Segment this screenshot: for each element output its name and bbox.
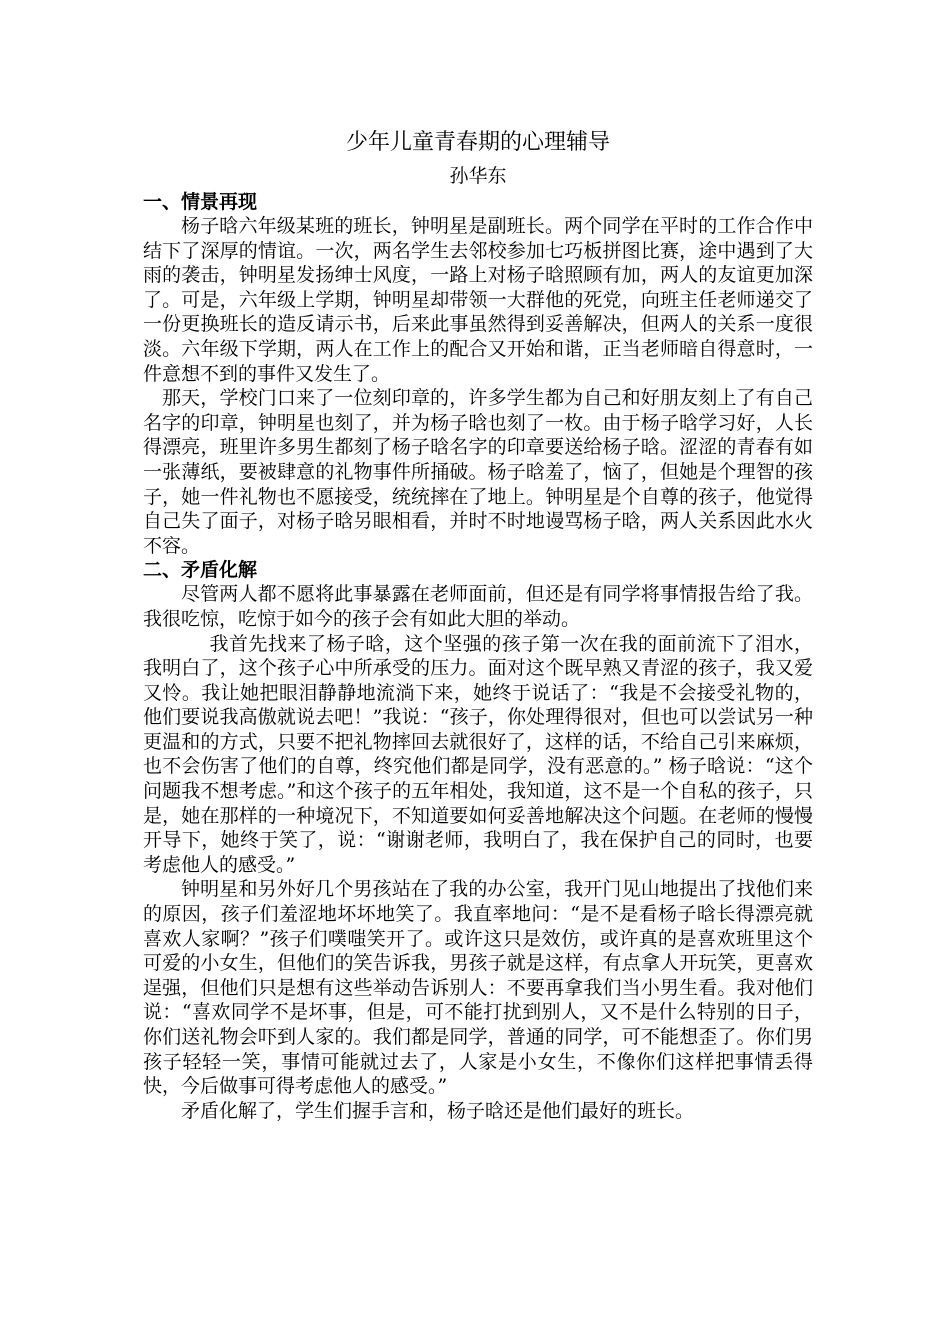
paragraph: 我首先找来了杨子晗，这个坚强的孩子第一次在我的面前流下了泪水，我明白了，这个孩子心中所承受的压力。面对这个既早熟又青涩的孩子，我又爱又怜。我让她把眼泪静静地流淌下来，她终于说话了：“我是不会接受礼物的，他们要说我高傲就说去吧！”我说：“孩子，你处理得很对，但也可以尝试另一种更温和的方式，只要不把礼物摔回去就很好了，这样的话，不给自己引来麻烦，也不会伤害了他们的自尊，终究他们都是同学，没有恶意的。” 杨子晗说：“这个问题我不想考虑。”和这个孩子的五年相处，我知道，这不是一个自私的孩子，只是，她在那样的一种境况下，不知道要如何妥善地解决这个问题。在老师的慢慢开导下，她终于笑了，说：“谢谢老师，我明白了，我在保护自己的同时，也要考虑他人的感受。” [143, 632, 813, 876]
section-resolution [143, 558, 813, 1123]
paragraph: 尽管两人都不愿将此事暴露在老师面前，但还是有同学将事情报告给了我。我很吃惊，吃惊于如今的孩子会有如此大胆的举动。 [143, 583, 813, 630]
section-heading: 一、情景再现 [143, 191, 258, 213]
paragraph: 那天，学校门口来了一位刻印章的，许多学生都为自己和好朋友刻上了有自己名字的印章，钟明星也刻了，并为杨子晗也刻了一枚。由于杨子晗学习好，人长得漂亮，班里许多男生都刻了杨子晗名字的印章要送给杨子晗。涩涩的青春有如一张薄纸，要被肆意的礼物事件所捅破。杨子晗羞了，恼了，但她是个理智的孩子，她一件礼物也不愿接受，统统摔在了地上。钟明星是个自尊的孩子，他觉得自己失了面子，对杨子晗另眼相看，并时不时地谩骂杨子晗，两人关系因此水火不容。 [143, 387, 813, 557]
paragraph: 杨子晗六年级某班的班长，钟明星是副班长。两个同学在平时的工作合作中结下了深厚的情谊。一次，两名学生去邻校参加七巧板拼图比赛，途中遇到了大雨的袭击，钟明星发扬绅士风度，一路上对杨子晗照顾有加，两人的友谊更加深了。可是，六年级上学期，钟明星却带领一大群他的死党，向班主任老师递交了一份更换班长的造反请示书，后来此事虽然得到妥善解决，但两人的关系一度很淡。六年级下学期，两人在工作上的配合又开始和谐，正当老师暗自得意时，一件意想不到的事件又发生了。 [143, 215, 813, 385]
section-heading: 二、矛盾化解 [143, 559, 258, 582]
paragraph: 钟明星和另外好几个男孩站在了我的办公室，我开门见山地提出了找他们来的原因，孩子们羞涩地坏坏地笑了。我直率地问：“是不是看杨子晗长得漂亮就喜欢人家啊？”孩子们噗嗤笑开了。或许这只是效仿，或许真的是喜欢班里这个可爱的小女生，但他们的笑告诉我，男孩子就是这样，有点拿人开玩笑，更喜欢逞强，但他们只是想有这些举动告诉别人：不要再拿我们当小男生看。我对他们说：“喜欢同学不是坏事，但是，可不能打扰到别人，又不是什么特别的日子，你们送礼物会吓到人家的。我们都是同学，普通的同学，可不能想歪了。你们男孩子轻轻一笑，事情可能就过去了，人家是小女生，不像你们这样把事情丢得快，今后做事可得考虑他人的感受。” [143, 878, 813, 1098]
document-author: 孙华东 [449, 165, 507, 187]
section-scene [143, 190, 813, 558]
document-title: 少年儿童青春期的心理辅导 [345, 130, 610, 155]
document-page [143, 128, 813, 1123]
paragraph: 矛盾化解了，学生们握手言和，杨子晗还是他们最好的班长。 [181, 1099, 695, 1122]
